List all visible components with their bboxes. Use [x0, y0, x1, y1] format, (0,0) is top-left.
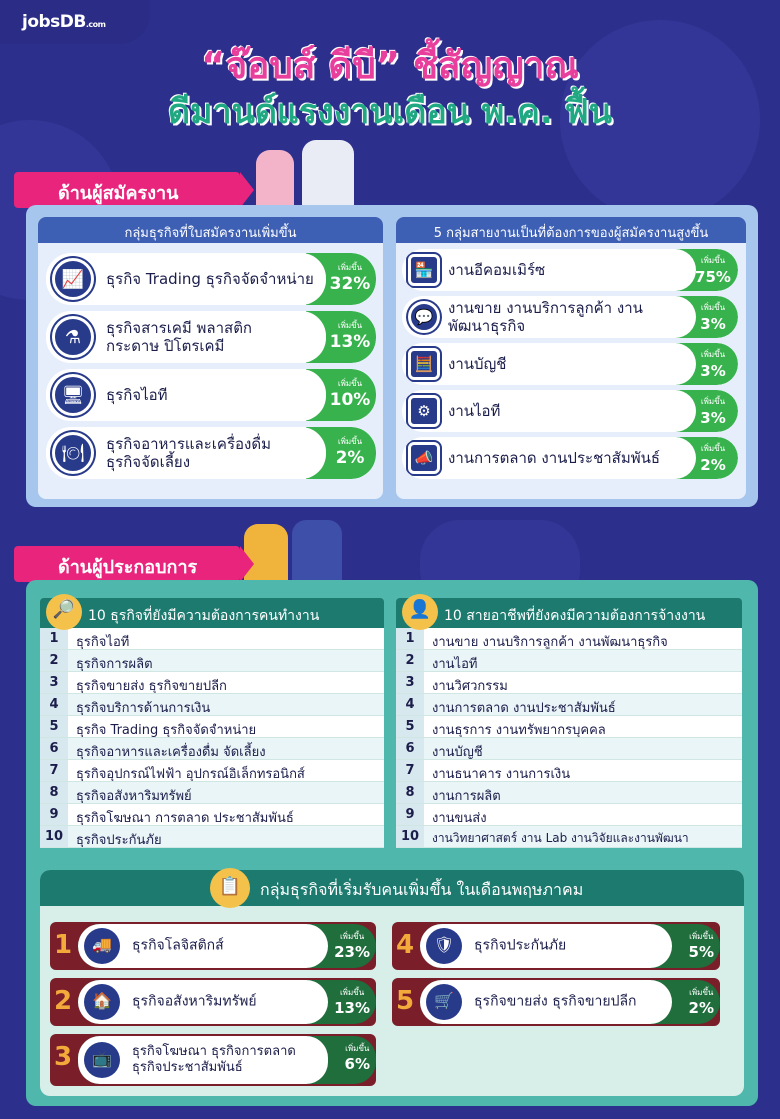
- table-row: 6 งานบัญชี: [396, 738, 742, 760]
- cart-icon: 🛒: [426, 984, 462, 1020]
- increase-value: เพิ่มขึ้น 3%: [700, 350, 726, 380]
- item-text: งานขาย งานบริการลูกค้า งานพัฒนาธุรกิจ: [448, 299, 643, 335]
- table-row: 10 ธุรกิจประกันภัย: [40, 826, 384, 848]
- list-item: [402, 249, 738, 291]
- rank-number: 4: [395, 930, 415, 960]
- item-text: ธุรกิจโลจิสติกส์: [132, 937, 224, 954]
- table-row: 5 ธุรกิจ Trading ธุรกิจจัดจำหน่าย: [40, 716, 384, 738]
- table-row: 3 ธุรกิจขายส่ง ธุรกิจขายปลีก: [40, 672, 384, 694]
- rank-card: [78, 1036, 376, 1084]
- table-row: 2 ธุรกิจการผลิต: [40, 650, 384, 672]
- headline-line-1: “จ๊อบส์ ดีบี” ชี้สัญญาณ: [201, 44, 579, 87]
- ranked-item: [392, 922, 720, 970]
- rank-number: 5: [395, 986, 415, 1016]
- item-text: งานไอที: [448, 402, 501, 420]
- insurance-icon: 🛡: [426, 928, 462, 964]
- ranked-item: [50, 1034, 376, 1086]
- table-row: 6 ธุรกิจอาหารและเครื่องดื่ม จัดเลี้ยง: [40, 738, 384, 760]
- increase-value: เพิ่มขึ้น 13%: [329, 321, 371, 352]
- business-applications-column: [38, 217, 383, 499]
- rank-card: [420, 980, 720, 1024]
- job-functions-column: [396, 217, 746, 499]
- rank-card: [78, 980, 376, 1024]
- item-text: งานบัญชี: [448, 355, 507, 373]
- rank-card: [78, 924, 376, 968]
- computer-icon: 🖥: [52, 374, 94, 416]
- food-icon: 🍽: [52, 432, 94, 474]
- search-person-icon: 🔎: [46, 594, 82, 630]
- column-header: 5 กลุ่มสายงานเป็นที่ต้องการของผู้สมัครงานสูงขึ้น: [396, 217, 746, 243]
- business-demand-table: [40, 598, 384, 848]
- item-text: ธุรกิจ Trading ธุรกิจจัดจำหน่าย: [106, 270, 314, 288]
- jobsdb-logo: jobsDB.com: [0, 0, 150, 44]
- table-header: 👤 10 สายอาชีพที่ยังคงมีความต้องการจ้างงาน: [396, 598, 742, 628]
- house-icon: 🏠: [84, 984, 120, 1020]
- table-row: 1 งานขาย งานบริการลูกค้า งานพัฒนาธุรกิจ: [396, 628, 742, 650]
- list-item: [402, 390, 738, 432]
- increase-value: เพิ่มขึ้น 2%: [700, 444, 726, 474]
- increase-value: เพิ่มขึ้น 10%: [329, 379, 371, 410]
- item-text: ธุรกิจอสังหาริมทรัพย์: [132, 993, 257, 1010]
- list-item: [402, 437, 738, 479]
- table-row: 1 ธุรกิจไอที: [40, 628, 384, 650]
- recruiter-icon: 👤: [402, 594, 438, 630]
- increase-value: เพิ่มขึ้น 5%: [688, 932, 714, 961]
- job-demand-table: [396, 598, 742, 848]
- shop-icon: 🏪: [408, 254, 440, 286]
- employer-panel: [26, 580, 758, 1106]
- increase-value: เพิ่มขึ้น 3%: [700, 303, 726, 333]
- table-row: 4 งานการตลาด งานประชาสัมพันธ์: [396, 694, 742, 716]
- man-figure-illustration: [302, 140, 354, 206]
- increase-value: เพิ่มขึ้น 23%: [334, 932, 370, 961]
- table-row: 4 ธุรกิจบริการด้านการเงิน: [40, 694, 384, 716]
- item-text: ธุรกิจอาหารและเครื่องดื่ม ธุรกิจจัดเลี้ยง: [106, 435, 271, 471]
- item-text: งานการตลาด งานประชาสัมพันธ์: [448, 449, 661, 467]
- table-row: 2 งานไอที: [396, 650, 742, 672]
- table-row: 8 งานการผลิต: [396, 782, 742, 804]
- sales-icon: 💬: [408, 301, 440, 333]
- table-row: 10 งานวิทยาศาสตร์ งาน Lab งานวิจัยและงานพัฒนา: [396, 826, 742, 848]
- truck-icon: 🚚: [84, 928, 120, 964]
- man-figure-illustration: [292, 520, 342, 580]
- list-item: [46, 369, 376, 421]
- item-text: ธุรกิจประกันภัย: [474, 937, 567, 954]
- increase-value: เพิ่มขึ้น 3%: [700, 397, 726, 427]
- table-row: 7 งานธนาคาร งานการเงิน: [396, 760, 742, 782]
- rank-number: 1: [53, 930, 73, 960]
- woman-figure-illustration: [256, 150, 294, 206]
- chart-icon: 📈: [52, 258, 94, 300]
- item-text: ธุรกิจโฆษณา ธุรกิจการตลาด ธุรกิจประชาสัมพันธ์: [132, 1044, 296, 1075]
- table-row: 9 งานขนส่ง: [396, 804, 742, 826]
- section-employer-title: ด้านผู้ประกอบการ: [14, 546, 240, 582]
- increase-value: เพิ่มขึ้น 32%: [329, 263, 371, 294]
- item-text: ธุรกิจขายส่ง ธุรกิจขายปลีก: [474, 993, 637, 1010]
- increase-value: เพิ่มขึ้น 13%: [334, 988, 370, 1017]
- applicant-panel: [26, 205, 758, 507]
- marketing-icon: 📣: [408, 442, 440, 474]
- list-item: [46, 311, 376, 363]
- item-text: ธุรกิจสารเคมี พลาสติก กระดาษ ปิโตรเคมี: [106, 319, 253, 355]
- ads-icon: 📺: [84, 1042, 120, 1078]
- ranked-item: [50, 922, 376, 970]
- list-item: [46, 427, 376, 479]
- flask-icon: ⚗: [52, 316, 94, 358]
- ranked-item: [50, 978, 376, 1026]
- table-header: 🔎 10 ธุรกิจที่ยังมีความต้องการคนทำงาน: [40, 598, 384, 628]
- item-text: ธุรกิจไอที: [106, 386, 168, 404]
- table-body: [40, 628, 384, 848]
- increase-value: เพิ่มขึ้น 2%: [688, 988, 714, 1017]
- new-hiring-header: 📋 กลุ่มธุรกิจที่เริ่มรับคนเพิ่มขึ้น ในเดือนพฤษภาคม: [40, 870, 744, 906]
- column-header: กลุ่มธุรกิจที่ใบสมัครงานเพิ่มขึ้น: [38, 217, 383, 243]
- table-body: [396, 628, 742, 848]
- increase-value: เพิ่มขึ้น 75%: [695, 256, 731, 286]
- increase-value: เพิ่มขึ้น 2%: [335, 437, 365, 468]
- rank-number: 3: [53, 1042, 73, 1072]
- rank-card: [420, 924, 720, 968]
- section-applicant-title: ด้านผู้สมัครงาน: [14, 172, 240, 208]
- increase-value: เพิ่มขึ้น 6%: [344, 1044, 370, 1073]
- headline-line-2: ดีมานด์แรงงานเดือน พ.ค. ฟื้น: [168, 92, 612, 132]
- list-item: [402, 343, 738, 385]
- ranked-item: [392, 978, 720, 1026]
- item-text: งานอีคอมเมิร์ซ: [448, 261, 546, 279]
- table-row: 7 ธุรกิจอุปกรณ์ไฟฟ้า อุปกรณ์อิเล็กทรอนิกส์: [40, 760, 384, 782]
- calculator-icon: 🧮: [408, 348, 440, 380]
- list-item: [46, 253, 376, 305]
- new-hiring-box: [40, 870, 744, 1096]
- documents-icon: 📋: [210, 868, 250, 908]
- it-icon: ⚙: [408, 395, 440, 427]
- rank-number: 2: [53, 986, 73, 1016]
- list-item: [402, 296, 738, 338]
- table-row: 3 งานวิศวกรรม: [396, 672, 742, 694]
- table-row: 5 งานธุรการ งานทรัพยากรบุคคล: [396, 716, 742, 738]
- table-row: 8 ธุรกิจอสังหาริมทรัพย์: [40, 782, 384, 804]
- table-row: 9 ธุรกิจโฆษณา การตลาด ประชาสัมพันธ์: [40, 804, 384, 826]
